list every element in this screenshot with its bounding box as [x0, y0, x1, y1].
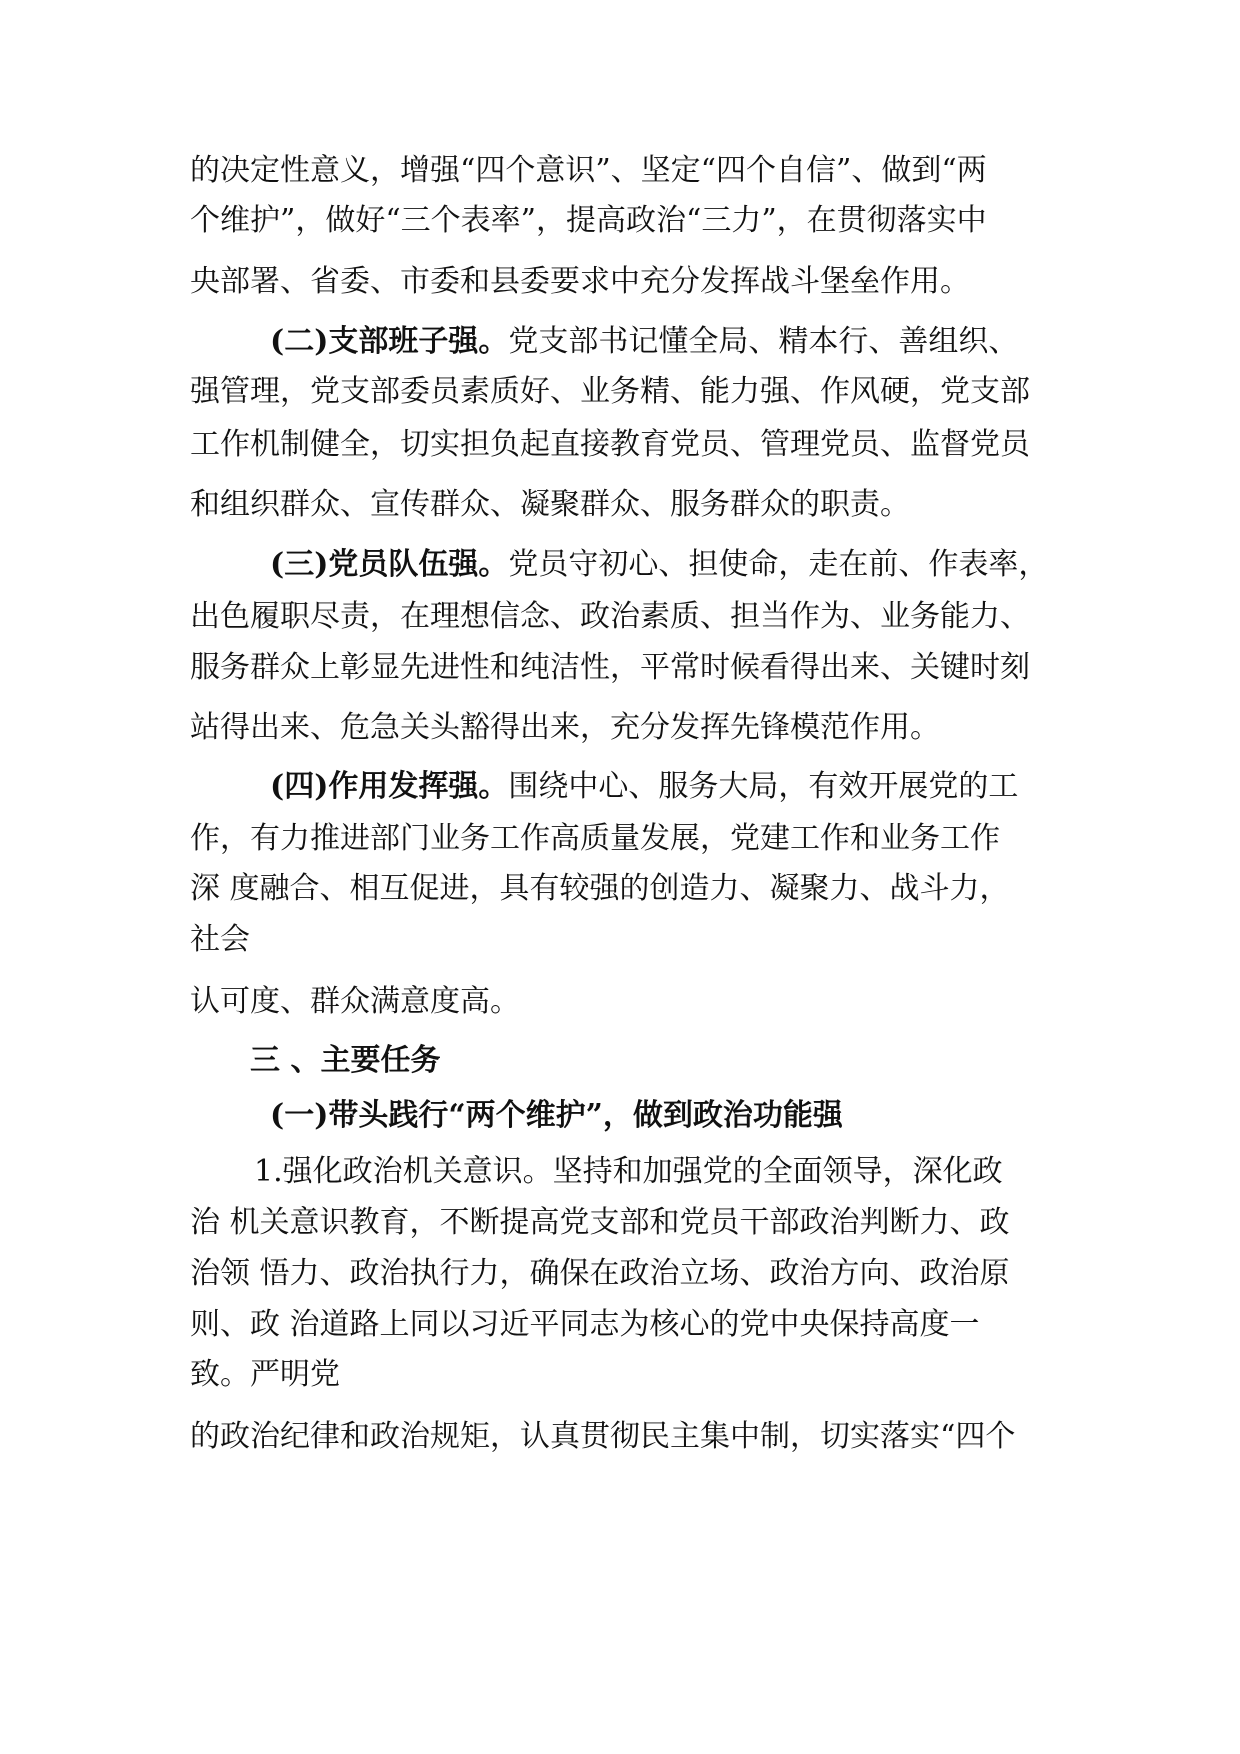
body-line	[190, 1254, 1070, 1294]
line-text: 作，有力推进部门业务工作高质量发展，党建工作和业务工作	[190, 821, 1000, 856]
line-text: 治领 悟力、政治执行力，确保在政治立场、政治方向、政治原	[190, 1256, 1010, 1291]
line-text: 围绕中心、服务大局，有效开展党的工	[508, 769, 1019, 804]
section-paragraph-start	[270, 322, 1150, 362]
body-line	[190, 425, 1070, 465]
line-text: 强管理，党支部委员素质好、业务精、能力强、作风硬，党支部	[190, 374, 1030, 409]
line-text: 工作机制健全，切实担负起直接教育党员、管理党员、监督党员	[190, 427, 1030, 462]
body-line	[190, 869, 1070, 909]
line-text: 和组织群众、宣传群众、凝聚群众、服务群众的职责。	[190, 487, 910, 522]
line-text: 党支部书记懂全局、精本行、善组织、	[508, 324, 1019, 359]
numbered-item-start	[254, 1152, 1134, 1192]
body-line	[190, 982, 1070, 1022]
body-line	[190, 597, 1070, 637]
line-text: 央部署、省委、市委和县委要求中充分发挥战斗堡垒作用。	[190, 264, 970, 299]
line-text: 个维护”，做好“三个表率”，提高政治“三力”，在贯彻落实中	[190, 203, 987, 238]
line-text: 出色履职尽责，在理想信念、政治素质、担当作为、业务能力、	[190, 599, 1030, 634]
body-line	[190, 1355, 1070, 1395]
line-text: 社会	[190, 922, 250, 957]
body-line	[190, 1417, 1070, 1457]
subsection-heading	[270, 1096, 1150, 1136]
line-text: 则、政 治道路上同以习近平同志为核心的党中央保持高度一	[190, 1307, 980, 1342]
line-text: 治 机关意识教育，不断提高党支部和党员干部政治判断力、政	[190, 1205, 1010, 1240]
body-line	[190, 485, 1070, 525]
line-text: 站得出来、危急关头豁得出来，充分发挥先锋模范作用。	[190, 710, 940, 745]
section-paragraph-start	[270, 545, 1150, 585]
body-line	[190, 920, 1070, 960]
body-line	[190, 819, 1070, 859]
body-line	[190, 1305, 1070, 1345]
section-heading: (二)支部班子强。	[270, 324, 509, 359]
body-line	[190, 648, 1070, 688]
line-text: 致。严明党	[190, 1357, 340, 1392]
body-line	[190, 708, 1070, 748]
section-heading: (三)党员队伍强。	[270, 547, 509, 582]
subsection-heading-text: (一)带头践行“两个维护”，做到政治功能强	[270, 1098, 843, 1133]
body-line	[190, 151, 1070, 191]
line-text: 服务群众上彰显先进性和纯洁性，平常时候看得出来、关键时刻	[190, 650, 1030, 685]
chapter-heading-text: 三 、主要任务	[250, 1043, 441, 1078]
body-line	[190, 372, 1070, 412]
line-text: 党员守初心、担使命，走在前、作表率，	[508, 547, 1049, 582]
body-line	[190, 1203, 1070, 1243]
line-text: 1.强化政治机关意识。坚持和加强党的全面领导，深化政	[254, 1154, 1003, 1189]
line-text: 的决定性意义，增强“四个意识”、坚定“四个自信”、做到“两	[190, 153, 987, 188]
line-text: 认可度、群众满意度高。	[190, 984, 520, 1019]
line-text: 深 度融合、相互促进，具有较强的创造力、凝聚力、战斗力，	[190, 871, 1010, 906]
body-line	[190, 262, 1070, 302]
chapter-heading	[250, 1041, 1130, 1081]
body-line	[190, 201, 1070, 241]
section-paragraph-start	[270, 767, 1150, 807]
section-heading: (四)作用发挥强。	[270, 769, 509, 804]
line-text: 的政治纪律和政治规矩，认真贯彻民主集中制，切实落实“四个	[190, 1419, 1016, 1454]
